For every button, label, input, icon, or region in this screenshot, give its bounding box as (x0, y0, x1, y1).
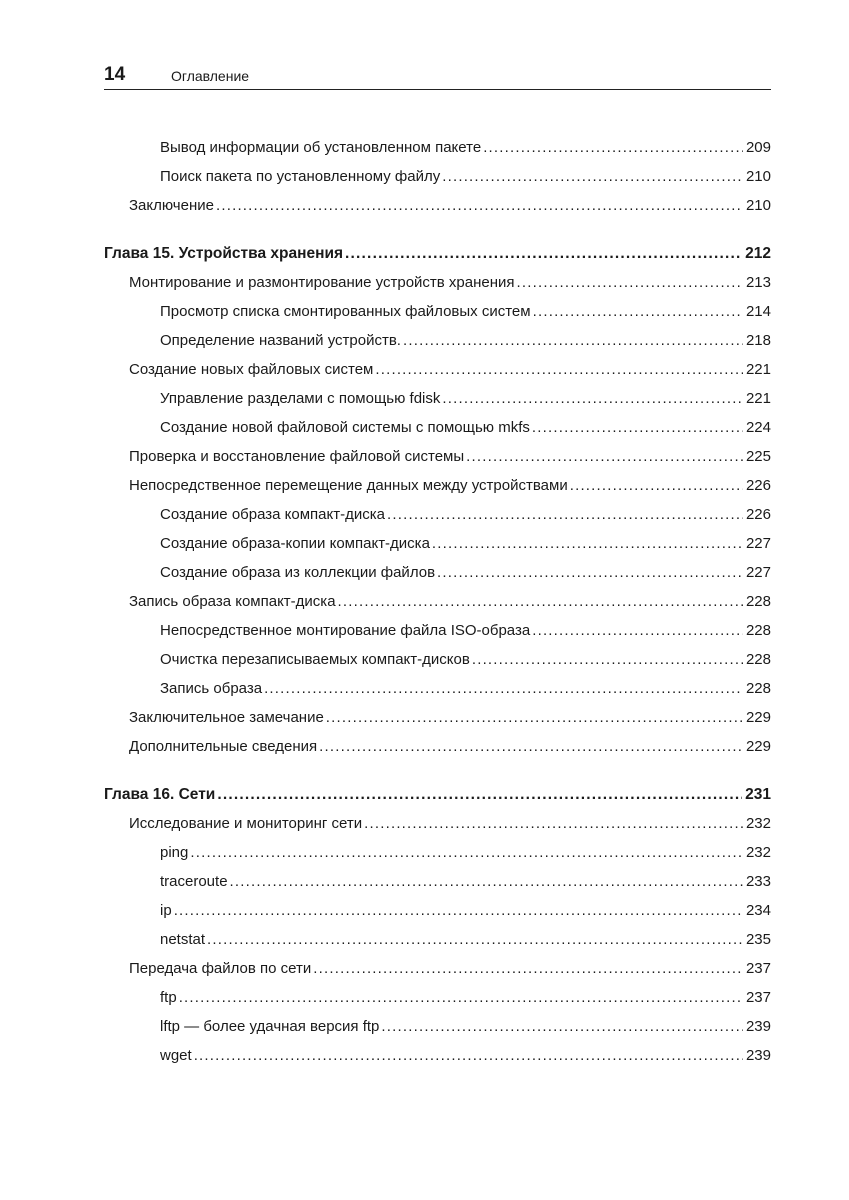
toc-entry (104, 703, 771, 732)
toc-entry-title: Непосредственное монтирование файла ISO-образа (160, 622, 531, 639)
toc-entry (104, 297, 771, 326)
running-title: Оглавление (171, 68, 250, 84)
toc-entry-page: 226 (745, 506, 771, 523)
toc-entry-page: 226 (745, 477, 771, 494)
toc-dot-leader (264, 674, 743, 703)
toc-entry-title: ip (160, 902, 172, 919)
toc-entry-title: Создание образа-копии компакт-диска (160, 535, 430, 552)
toc-entry-title: Запись образа компакт-диска (129, 593, 336, 610)
toc-dot-leader (230, 867, 743, 896)
toc-entry-page: 232 (745, 844, 771, 861)
toc-entry-page: 228 (745, 680, 771, 697)
toc-entry (104, 384, 771, 413)
toc-entry-title: wget (160, 1047, 192, 1064)
toc-entry-title: ftp (160, 989, 177, 1006)
toc-dot-leader (432, 529, 743, 558)
toc-entry (104, 1012, 771, 1041)
toc-entry (104, 558, 771, 587)
toc-entry (104, 645, 771, 674)
toc-entry (104, 442, 771, 471)
toc-entry-title: lftp — более удачная версия ftp (160, 1018, 380, 1035)
toc-entry-title: Создание новой файловой системы с помощью mkfs (160, 419, 530, 436)
toc-entry (104, 355, 771, 384)
toc-entry (104, 983, 771, 1012)
toc-entry-title: Создание новых файловых систем (129, 361, 374, 378)
toc-dot-leader (190, 838, 743, 867)
toc-entry-page: 237 (745, 960, 771, 977)
toc-entry-page: 237 (745, 989, 771, 1006)
toc-entry-page: 229 (745, 738, 771, 755)
toc-dot-leader (381, 1012, 743, 1041)
toc-entry (104, 616, 771, 645)
toc-entry (104, 896, 771, 925)
toc-dot-leader (387, 500, 743, 529)
toc-entry (104, 674, 771, 703)
toc-entry-page: 235 (745, 931, 771, 948)
toc-entry-title: Создание образа компакт-диска (160, 506, 385, 523)
toc-dot-leader (326, 703, 743, 732)
toc-entry-page: 228 (745, 651, 771, 668)
toc-entry (104, 809, 771, 838)
toc-entry-title: Передача файлов по сети (129, 960, 312, 977)
toc-entry-page: 232 (745, 815, 771, 832)
toc-chapter-entry (104, 239, 771, 268)
toc-dot-leader (483, 133, 743, 162)
toc-entry-page: 227 (745, 535, 771, 552)
toc-dot-leader (375, 355, 743, 384)
toc-dot-leader (313, 954, 743, 983)
toc-entry-title: Очистка перезаписываемых компакт-дисков (160, 651, 470, 668)
toc-entry-title: Глава 15. Устройства хранения (104, 245, 344, 262)
toc-entry (104, 1041, 771, 1070)
toc-entry-title: Поиск пакета по установленному файлу (160, 168, 441, 185)
toc-entry-title: Заключительное замечание (129, 709, 324, 726)
toc-dot-leader (194, 1041, 743, 1070)
toc-entry-title: Определение названий устройств. (160, 332, 401, 349)
toc-dot-leader (472, 645, 743, 674)
toc-dot-leader (403, 326, 743, 355)
page-header (104, 62, 771, 90)
toc-entry (104, 191, 771, 220)
toc-entry-page: 231 (745, 786, 771, 803)
toc-entry (104, 471, 771, 500)
toc-dot-leader (437, 558, 743, 587)
toc-entry-page: 234 (745, 902, 771, 919)
toc-entry-page: 227 (745, 564, 771, 581)
toc-entry-title: Монтирование и размонтирование устройств хранения (129, 274, 515, 291)
toc-entry (104, 867, 771, 896)
toc-entry-title: ping (160, 844, 189, 861)
toc-entry-page: 221 (745, 361, 771, 378)
toc-entry (104, 413, 771, 442)
toc-entry-page: 218 (745, 332, 771, 349)
toc-entry-page: 229 (745, 709, 771, 726)
toc-entry (104, 133, 771, 162)
toc-entry-page: 210 (745, 168, 771, 185)
toc-entry-page: 212 (745, 245, 771, 262)
toc-entry-title: Создание образа из коллекции файлов (160, 564, 436, 581)
toc-entry-page: 214 (745, 303, 771, 320)
toc-dot-leader (532, 413, 743, 442)
toc-dot-leader (216, 191, 743, 220)
toc-dot-leader (207, 925, 743, 954)
toc-entry (104, 587, 771, 616)
toc-entry-title: Исследование и мониторинг сети (129, 815, 363, 832)
toc-entry (104, 925, 771, 954)
toc-dot-leader (217, 780, 742, 809)
toc-entry-title: Непосредственное перемещение данных между устройствами (129, 477, 568, 494)
toc-entry-page: 228 (745, 622, 771, 639)
toc-entry-title: Глава 16. Сети (104, 786, 216, 803)
toc-dot-leader (517, 268, 743, 297)
toc-entry-title: Вывод информации об установленном пакете (160, 139, 482, 156)
toc-entry-page: 221 (745, 390, 771, 407)
toc-entry (104, 500, 771, 529)
toc-entry-title: Управление разделами с помощью fdisk (160, 390, 441, 407)
toc-entry-page: 225 (745, 448, 771, 465)
toc-dot-leader (338, 587, 743, 616)
toc-dot-leader (532, 616, 743, 645)
toc-entry-page: 224 (745, 419, 771, 436)
toc-entry-page: 228 (745, 593, 771, 610)
toc-entry-title: Дополнительные сведения (129, 738, 318, 755)
toc-dot-leader (364, 809, 743, 838)
table-of-contents (104, 133, 771, 1070)
toc-dot-leader (174, 896, 743, 925)
toc-dot-leader (442, 384, 743, 413)
toc-entry-title: Запись образа (160, 680, 263, 697)
toc-entry-title: Просмотр списка смонтированных файловых систем (160, 303, 531, 320)
toc-entry-page: 239 (745, 1047, 771, 1064)
toc-entry-title: netstat (160, 931, 206, 948)
toc-dot-leader (179, 983, 743, 1012)
toc-entry (104, 954, 771, 983)
toc-dot-leader (570, 471, 743, 500)
toc-entry-page: 213 (745, 274, 771, 291)
toc-entry-page: 210 (745, 197, 771, 214)
toc-entry-page: 209 (745, 139, 771, 156)
toc-dot-leader (345, 239, 742, 268)
toc-entry-title: Проверка и восстановление файловой системы (129, 448, 465, 465)
toc-dot-leader (533, 297, 743, 326)
toc-dot-leader (466, 442, 743, 471)
toc-dot-leader (442, 162, 743, 191)
toc-entry-title: Заключение (129, 197, 214, 214)
toc-entry (104, 732, 771, 761)
page-number: 14 (104, 64, 126, 85)
toc-entry (104, 162, 771, 191)
toc-dot-leader (319, 732, 743, 761)
toc-entry (104, 838, 771, 867)
toc-entry-page: 239 (745, 1018, 771, 1035)
toc-chapter-entry (104, 780, 771, 809)
toc-entry (104, 268, 771, 297)
toc-entry-title: traceroute (160, 873, 228, 890)
toc-entry-page: 233 (745, 873, 771, 890)
toc-entry (104, 326, 771, 355)
toc-entry (104, 529, 771, 558)
